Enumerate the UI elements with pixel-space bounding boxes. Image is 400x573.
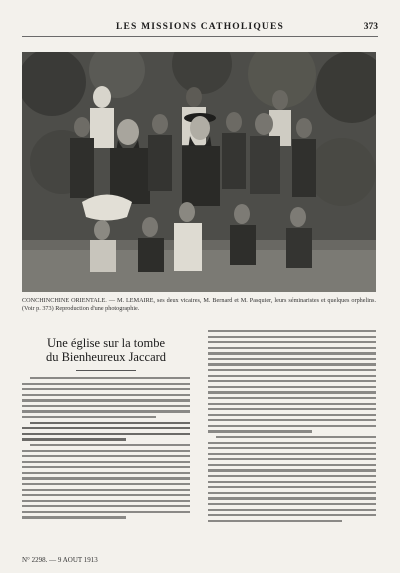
issue-footer: N° 2298. — 9 AOUT 1913: [22, 556, 98, 564]
group-photograph: [22, 52, 376, 292]
article-title-line-2: du Bienheureux Jaccard: [45, 350, 167, 364]
running-title: LES MISSIONS CATHOLIQUES: [115, 22, 284, 32]
page-number: 373: [363, 22, 378, 32]
right-column-text: [208, 330, 376, 522]
article-title: [22, 336, 190, 364]
article-title-line-1: Une église sur la tombe: [46, 336, 166, 350]
left-column: [22, 330, 190, 522]
photograph-illustration: [22, 52, 376, 292]
running-header: [22, 22, 378, 37]
title-rule: [76, 370, 136, 371]
photo-caption: CONCHINCHINE ORIENTALE. — M. LEMAIRE, ses deux vicaires, M. Bernard et M. Pasquier, leurs séminaristes et quelques orphelins. (Voir p. 373) Reproduction d'une photographie.: [22, 297, 376, 312]
left-column-text: [22, 377, 190, 519]
right-column: [208, 330, 376, 525]
